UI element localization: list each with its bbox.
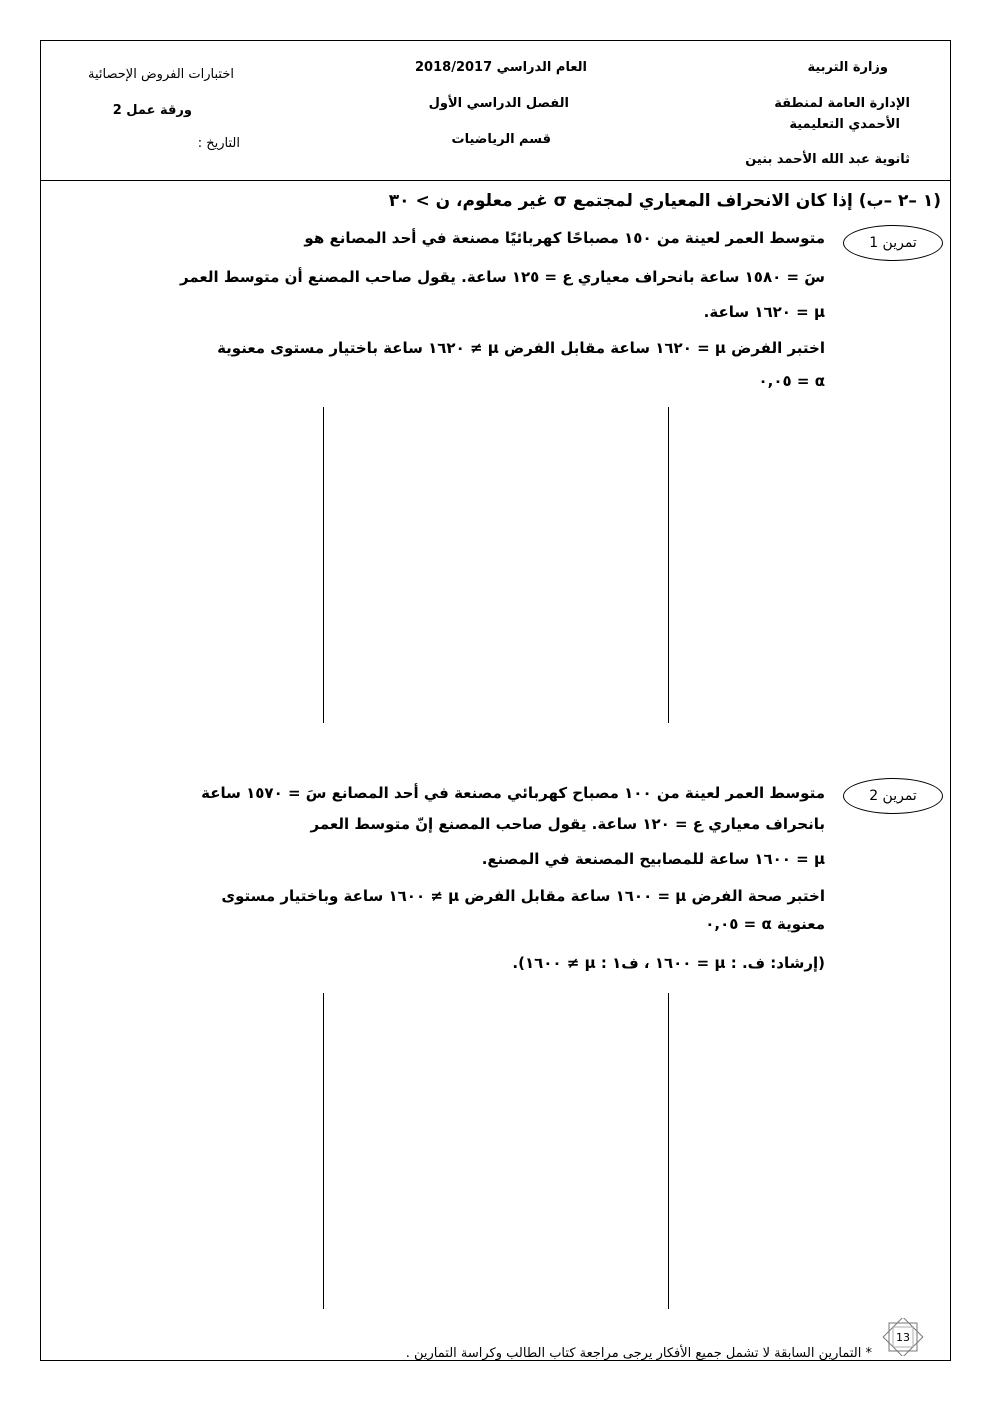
worksheet-topic: اختبارات الفروض الإحصائية: [88, 67, 234, 82]
exercise2-line4: اختبر صحة الفرض μ = ١٦٠٠ ساعة مقابل الفرض μ ≠ ١٦٠٠ ساعة وباختيار مستوى: [221, 887, 825, 905]
exercise1-line1: متوسط العمر لعينة من ١٥٠ مصباحًا كهربائيًا مصنعة في أحد المصانع هو: [304, 229, 825, 247]
department: قسم الرياضيات: [451, 132, 551, 147]
directorate-line1: الإدارة العامة لمنطقة: [774, 96, 910, 111]
exercise1-line2: سَ = ١٥٨٠ ساعة بانحراف معياري ع = ١٢٥ ساعة. يقول صاحب المصنع أن متوسط العمر: [179, 268, 825, 286]
page-number-badge: [880, 1318, 926, 1356]
directorate-line2: الأحمدي التعليمية: [789, 117, 900, 132]
exercise2-answer-line-left: [323, 993, 324, 1309]
exercise1-line4: اختبر الفرض μ = ١٦٢٠ ساعة مقابل الفرض μ ≠ ١٦٢٠ ساعة باختيار مستوى معنوية: [217, 339, 825, 357]
exercise2-hint: (إرشاد: ف. : μ = ١٦٠٠ ، ف١ : μ ≠ ١٦٠٠).: [512, 954, 825, 972]
academic-year: العام الدراسي 2018/2017: [415, 60, 587, 75]
school-name: ثانوية عبد الله الأحمد بنين: [745, 152, 910, 167]
exercise2-label: تمرين 2: [843, 778, 943, 814]
exercise1-line3: μ = ١٦٢٠ ساعة.: [703, 303, 825, 321]
exercise2-line5: معنوية α = ٠,٠٥: [705, 915, 825, 933]
section-title: (١ –٢ –ب) إذا كان الانحراف المعياري لمجتمع σ غير معلوم، ن > ٣٠: [388, 191, 941, 211]
date-label: التاريخ :: [197, 136, 240, 151]
exercise1-answer-line-left: [323, 407, 324, 723]
ministry-name: وزارة التربية: [807, 60, 888, 75]
page-number: 13: [896, 1330, 910, 1344]
header-divider: [40, 180, 951, 181]
exercise1-answer-line-right: [668, 407, 669, 723]
worksheet-number: ورقة عمل 2: [112, 103, 192, 118]
semester: الفصل الدراسي الأول: [428, 96, 569, 111]
exercise2-line3: μ = ١٦٠٠ ساعة للمصابيح المصنعة في المصنع.: [481, 850, 825, 868]
footnote: * التمارين السابقة لا تشمل جميع الأفكار يرجى مراجعة كتاب الطالب وكراسة التمارين .: [405, 1346, 872, 1361]
exercise1-label: تمرين 1: [843, 225, 943, 261]
exercise2-line2: بانحراف معياري ع = ١٢٠ ساعة. يقول صاحب المصنع إنّ متوسط العمر: [310, 815, 825, 833]
exercise2-line1: متوسط العمر لعينة من ١٠٠ مصباح كهربائي مصنعة في أحد المصانع سَ = ١٥٧٠ ساعة: [201, 784, 825, 802]
exercise1-line5: α = ٠,٠٥: [758, 372, 825, 390]
exercise2-answer-line-right: [668, 993, 669, 1309]
